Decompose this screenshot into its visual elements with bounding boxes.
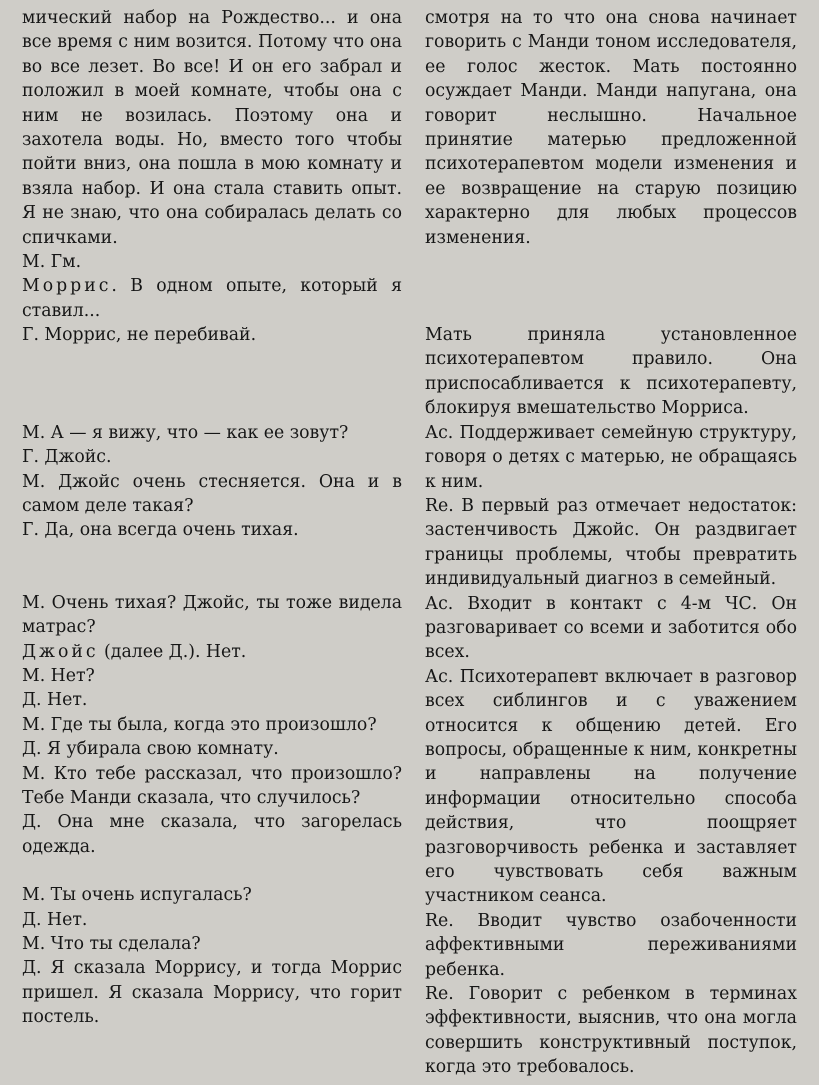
dialogue-text: . В одном опыте, который я ставил... (22, 276, 402, 321)
dialogue-line: М. Джойс очень стесняется. Она и в самом деле такая? (22, 471, 402, 516)
commentary-paragraph: смотря на то что она снова начинает говорить с Манди тоном исследователя, ее голос жесток. Мать постоянно осуждает Манди. Манди напугана, она говорит неслышно. Начальное принятие матерью предложенной психотерапевтом модели изменения и ее возвращение на старую позицию характерно для любых процессов изменения. (425, 8, 797, 248)
commentary-paragraph: Re. Вводит чувство озабоченности аффективными переживаниями ребенка. (425, 910, 797, 980)
dialogue-line: Г. Джойс. (22, 447, 112, 468)
dialogue-line: Д. Нет. (22, 690, 88, 711)
dialogue-line: М. А — я вижу, что — как ее зовут? (22, 422, 349, 443)
dialogue-line: Г. Моррис, не перебивай. (22, 325, 257, 346)
commentary-paragraph: Мать приняла установленное психотерапевтом правило. Она приспосабливается к психотерапевту, блокируя вмешательство Морриса. (425, 325, 797, 419)
dialogue-line (22, 640, 402, 664)
commentary-paragraph: Ас. Поддерживает семейную структуру, говоря о детях с матерью, не обращаясь к ним. (425, 422, 797, 492)
dialogue-line: Д. Я сказала Моррису, и тогда Моррис пришел. Я сказала Моррису, что горит постель. (22, 958, 402, 1028)
commentary-paragraph: Ас. Психотерапевт включает в разговор всех сиблингов и с уважением относится к общению детей. Его вопросы, обращенные к ним, конкретны и направлены на получение информации относительно способа действия, что поощряет разговорчивость ребенка и заставляет его чувствовать себя важным участником сеанса. (425, 666, 797, 907)
dialogue-line: Г. Да, она всегда очень тихая. (22, 520, 299, 541)
dialogue-column (22, 6, 402, 1030)
dialogue-line: Д. Нет. (22, 909, 88, 930)
dialogue-line: М. Где ты была, когда это произошло? (22, 714, 377, 735)
speaker-name: Моррис (22, 276, 112, 297)
commentary-column (425, 6, 797, 1080)
dialogue-line: Д. Я убирала свою комнату. (22, 739, 279, 760)
dialogue-line: М. Что ты сделала? (22, 934, 201, 954)
dialogue-line (22, 274, 402, 323)
dialogue-text: (далее Д.). Нет. (98, 641, 247, 662)
commentary-paragraph: Ас. Входит в контакт с 4-м ЧС. Он разговаривает со всеми и заботится обо всех. (425, 593, 797, 663)
dialogue-line: М. Гм. (22, 252, 82, 273)
dialogue-line: М. Кто тебе рассказал, что произошло? Тебе Манди сказала, что случилось? (22, 763, 402, 808)
speaker-name: Джойс (22, 641, 99, 662)
commentary-paragraph: Re. Говорит с ребенком в терминах эффективности, выяснив, что она могла совершить конструктивный поступок, когда это требовалось. (425, 984, 797, 1078)
dialogue-line: М. Ты очень испугалась? (22, 885, 252, 906)
dialogue-paragraph: мический набор на Рождество... и она все время с ним возится. Потому что она во все лезет. Во все! И он его забрал и положил в моей комнате, чтобы она с ним не возилась. Поэтому она и захотела воды. Но, вместо того чтобы пойти вниз, она пошла в мою комнату и взяла набор. И она стала ставить опыт. Я не знаю, что она собиралась делать со спичками. (22, 8, 402, 248)
commentary-paragraph: Re. В первый раз отмечает недостаток: застенчивость Джойс. Он раздвигает границы проблемы, чтобы превратить индивидуальный диагноз в семейный. (425, 495, 797, 590)
dialogue-line: М. Очень тихая? Джойс, ты тоже видела матрас? (22, 592, 402, 638)
dialogue-line: Д. Она мне сказала, что загорелась одежда. (22, 812, 402, 857)
dialogue-line: М. Нет? (22, 665, 95, 686)
